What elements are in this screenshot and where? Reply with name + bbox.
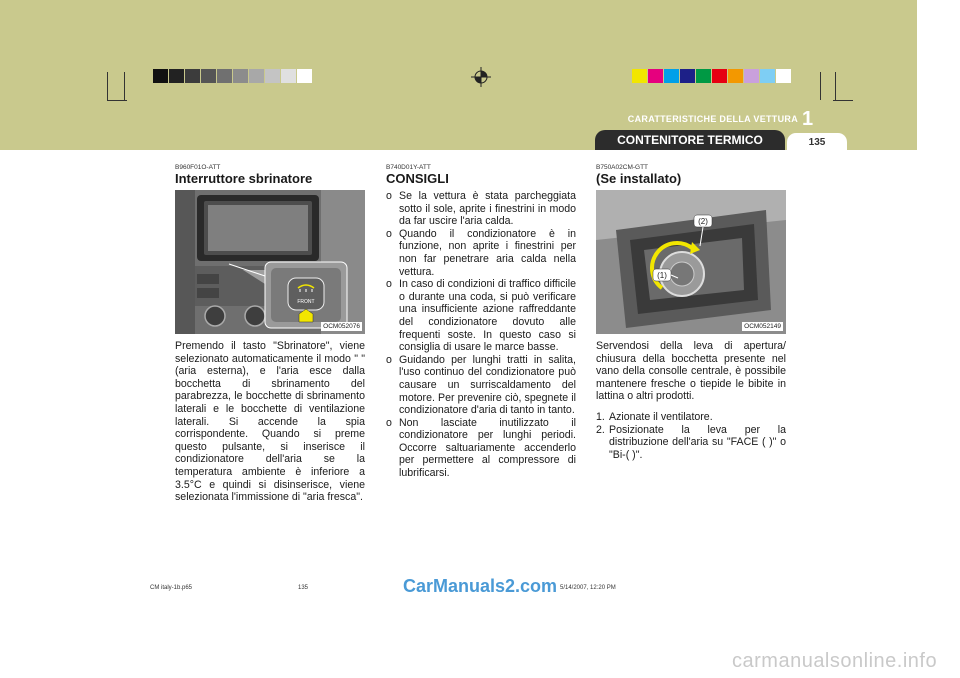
- crop-mark: [820, 72, 821, 100]
- defroster-photo: [175, 190, 365, 334]
- bullet-marker: o: [386, 353, 392, 366]
- crop-mark: [107, 72, 108, 100]
- watermark-bottom: carmanualsonline.info: [732, 650, 938, 672]
- section-heading: CONSIGLI: [386, 171, 449, 186]
- section-title: CARATTERISTICHE DELLA VETTURA: [627, 114, 798, 124]
- list-item-text: Non lasciate inutilizzato il condizionatore per lunghi periodi. Occorre saltuariamente accenderlo per permettere al compressore di lubrificarsi.: [399, 416, 576, 480]
- list-item: [596, 411, 786, 424]
- list-item-text: Se la vettura è stata parcheggiata sotto il sole, aprite i finestrini in modo da far uscire l'aria calda.: [399, 190, 576, 228]
- color-swatch: [249, 69, 264, 83]
- color-swatch: [712, 69, 727, 83]
- color-swatch: [776, 69, 791, 83]
- label-2: (2): [698, 217, 708, 226]
- footer-timestamp: 5/14/2007, 12:20 PM: [560, 585, 616, 591]
- cooler-illustration: [596, 190, 786, 334]
- color-swatch: [217, 69, 232, 83]
- bullet-marker: o: [386, 190, 392, 202]
- registration-mark-icon: [471, 67, 491, 87]
- watermark-top: CarManuals2.com: [403, 576, 558, 596]
- image-caption: OCM052149: [744, 323, 781, 330]
- color-swatch: [297, 69, 312, 83]
- defroster-paragraph: Premendo il tasto "Sbrinatore", viene selezionato automaticamente il modo " " (aria esterna), e l'aria esce dalla bocchetta di sbrinamento del parabrezza, le bocchette di sbrinamento laterali e le bocchette di ventilazione laterali. Si accende la spia corrispondente. Quando si preme questo pulsante, si inserisce il condizionatore dell'aria se la temperatura ambiente è inferiore a 3.5°C e quindi si disinserisce, viene selezionata l'immissione di "aria fresca".: [175, 340, 365, 504]
- color-swatch: [760, 69, 775, 83]
- color-swatch: [632, 69, 647, 83]
- crop-mark: [833, 100, 853, 101]
- list-item: [386, 278, 576, 354]
- color-swatch: [744, 69, 759, 83]
- color-swatch: [680, 69, 695, 83]
- bullet-marker: o: [386, 278, 392, 291]
- color-swatch: [648, 69, 663, 83]
- list-item: [386, 190, 576, 228]
- footer-file: CM italy-1b.p65: [150, 585, 193, 591]
- color-swatch: [696, 69, 711, 83]
- step-number: 1.: [596, 410, 605, 423]
- page-number: 135: [787, 133, 847, 151]
- crop-mark: [124, 72, 125, 100]
- front-button-label: FRONT: [297, 299, 315, 305]
- image-caption: OCM052076: [323, 323, 360, 330]
- cooler-paragraph: Servendosi della leva di apertura/ chiusura della bocchetta presente nel vano della consolle centrale, è possibile mantenere fresche o tiepide le bibite in lattina o altri prodotti.: [596, 340, 786, 403]
- bullet-marker: o: [386, 416, 392, 429]
- color-swatch: [169, 69, 184, 83]
- process-color-bar: [632, 69, 792, 83]
- grayscale-color-bar: [153, 69, 313, 83]
- color-swatch: [265, 69, 280, 83]
- list-item: [596, 424, 786, 462]
- color-swatch: [185, 69, 200, 83]
- section-number: 1: [802, 108, 814, 130]
- column-defroster: [175, 164, 365, 504]
- step-text: Azionate il ventilatore.: [609, 410, 713, 423]
- dashboard-illustration: [175, 190, 365, 334]
- color-swatch: [281, 69, 296, 83]
- color-swatch: [728, 69, 743, 83]
- crop-mark: [835, 72, 836, 100]
- step-number: 2.: [596, 423, 605, 436]
- steps-list: [596, 411, 786, 461]
- color-swatch: [233, 69, 248, 83]
- cooler-photo: [596, 190, 786, 334]
- list-item-text: In caso di condizioni di traffico difficile o durante una coda, si può verificare una insufficiente azione raffreddante del condizionatore dovuto alle frequenti soste. In questo caso si consiglia di usare le marce basse.: [399, 278, 576, 354]
- section-code: B960F01O-ATT: [175, 164, 221, 171]
- section-code: B750A02CM-GTT: [596, 164, 649, 171]
- color-swatch: [664, 69, 679, 83]
- bullet-marker: o: [386, 227, 392, 240]
- section-heading: Interruttore sbrinatore: [175, 171, 313, 186]
- tips-list: [386, 190, 576, 480]
- section-heading: (Se installato): [596, 171, 682, 186]
- tab-title: CONTENITORE TERMICO: [595, 130, 785, 150]
- list-item-text: Quando il condizionatore è in funzione, non aprite i finestrini per non far penetrare aria calda nella vettura.: [399, 227, 576, 278]
- column-cooler: [596, 164, 786, 461]
- color-swatch: [201, 69, 216, 83]
- crop-mark: [107, 100, 127, 101]
- footer-page: 135: [298, 585, 309, 591]
- column-tips: [386, 164, 576, 480]
- list-item: [386, 354, 576, 417]
- section-code: B740D01Y-ATT: [386, 164, 431, 171]
- list-item: [386, 228, 576, 278]
- step-text: Posizionate la leva per la distribuzione dell'aria su "FACE ( )" o "Bi-( )".: [609, 423, 786, 461]
- list-item: [386, 417, 576, 480]
- color-swatch: [153, 69, 168, 83]
- list-item-text: Guidando per lunghi tratti in salita, l'uso continuo del condizionatore può causare un surriscaldamento del motore. Per prevenire ciò, spegnete il condizionatore d'aria di tanto in tanto.: [399, 353, 576, 417]
- label-1: (1): [657, 271, 667, 280]
